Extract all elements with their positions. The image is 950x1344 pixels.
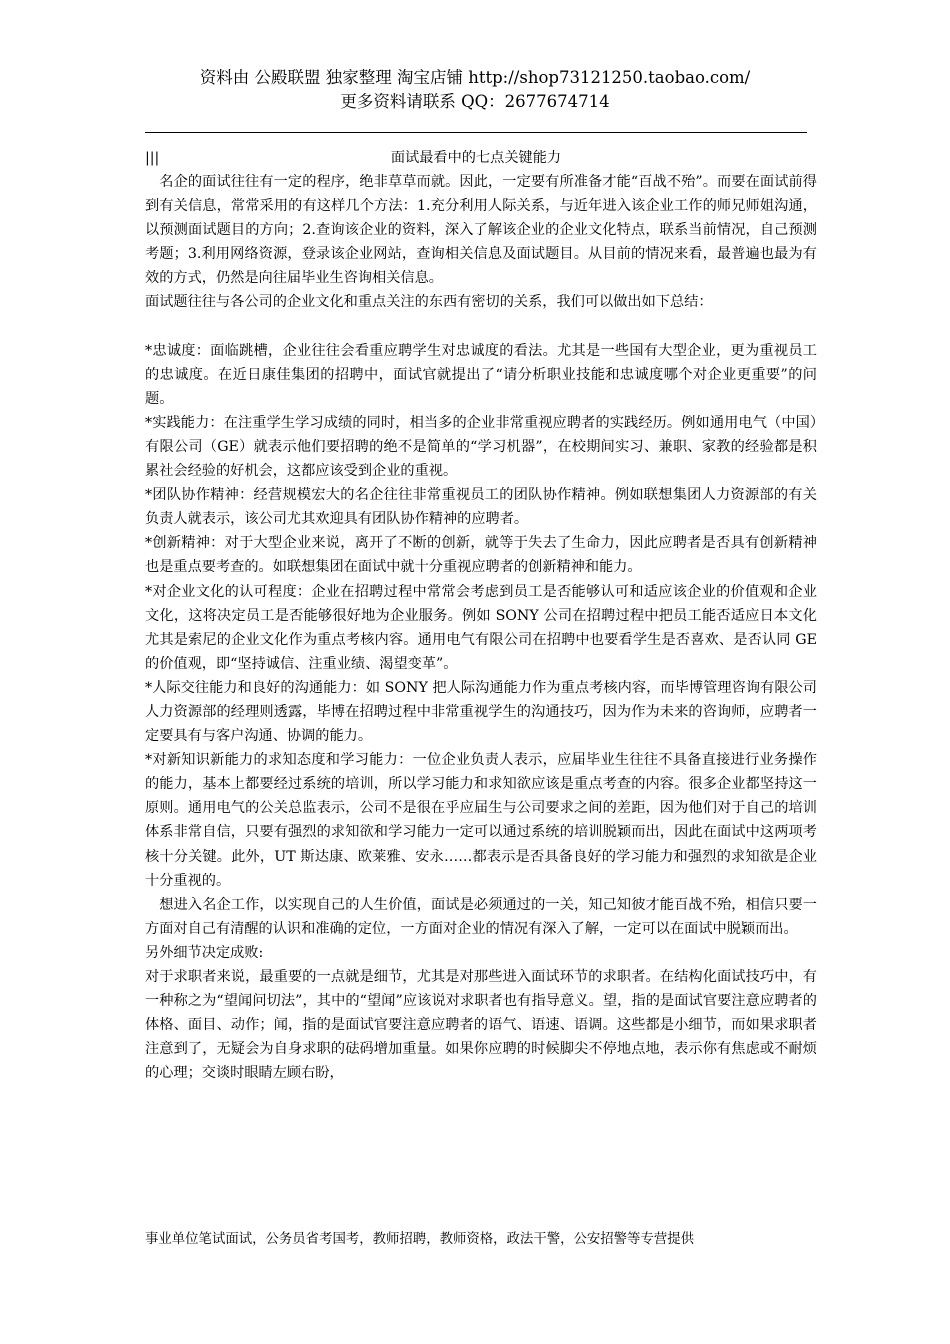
detail-paragraph: 对于求职者来说，最重要的一点就是细节，尤其是对那些进入面试环节的求职者。在结构化面试技巧中，有一种称之为“望闻问切法”，其中的“望闻”应该说对求职者也有指导意义。望，指的是面试官要注意应聘者的体格、面目、动作；闻，指的是面试官要注意应聘者的语气、语速、语调。这些都是小细节，而如果求职者注意到了，无疑会为自身求职的砝码增加重量。如果你应聘的时候脚尖不停地点地，表示你有焦虑或不耐烦的心理；交谈时眼睛左顾右盼，	[145, 969, 817, 1082]
ability-item: *对新知识新能力的求知态度和学习能力：一位企业负责人表示，应届毕业生往往不具备直接进行业务操作的能力，基本上都要经过系统的培训，所以学习能力和求知欲应该是重点考查的内容。很多企业都坚持这一原则。通用电气的公关总监表示，公司不是很在乎应届生与公司要求之间的差距，因为他们对于自己的培训体系非常自信，只要有强烈的求知欲和学习能力一定可以通过系统的培训脱颖而出，因此在面试中这两项考核十分关键。此外，UT 斯达康、欧莱雅、安永……都表示是否具备良好的学习能力和强烈的求知欲是企业十分重视的。	[145, 752, 817, 889]
ability-item: *人际交往能力和良好的沟通能力：如 SONY 把人际沟通能力作为重点考核内容，而毕博管理咨询有限公司人力资源部的经理则透露，毕博在招聘过程中非常重视学生的沟通技巧，因为作为未来的咨询师，应聘者一定要具有与客户沟通、协调的能力。	[145, 679, 817, 745]
document-body	[145, 146, 817, 1085]
summary-paragraph: 面试题往往与各公司的企业文化和重点关注的东西有密切的关系，我们可以做出如下总结：	[145, 294, 713, 311]
ability-item: *创新精神：对于大型企业来说，离开了不断的创新，就等于失去了生命力，因此应聘者是否具有创新精神也是重点要考查的。如联想集团在面试中就十分重视应聘者的创新精神和能力。	[145, 535, 817, 576]
ability-item: *对企业文化的认可程度：企业在招聘过程中常常会考虑到员工是否能够认可和适应该企业的价值观和企业文化，这将决定员工是否能够很好地为企业服务。例如 SONY 公司在招聘过程中把员工能否适应日本文化尤其是索尼的企业文化作为重点考核内容。通用电气有限公司在招聘中也要看学生是否喜欢、是否认同 GE 的价值观，即“坚持诚信、注重业绩、渴望变革”。	[145, 583, 817, 672]
header-source-line: 资料由 公殿联盟 独家整理 淘宝店铺 http://shop73121250.taobao.com/	[199, 68, 751, 87]
section-marker: |||	[145, 150, 160, 166]
page-footer: 事业单位笔试面试，公务员省考国考，教师招聘，教师资格，政法干警，公安招警等专营提供	[145, 1232, 695, 1247]
title-row	[145, 146, 817, 170]
ability-item: *实践能力：在注重学生学习成绩的同时，相当多的企业非常重视应聘者的实践经历。例如通用电气（中国）有限公司（GE）就表示他们要招聘的绝不是简单的“学习机器”，在校期间实习、兼职、家教的经验都是积累社会经验的好机会，这都应该受到企业的重视。	[145, 414, 817, 480]
document-title: 面试最看中的七点关键能力	[390, 150, 562, 166]
header-contact-line: 更多资料请联系 QQ：2677674714	[340, 92, 610, 111]
intro-paragraph: 名企的面试往往有一定的程序，绝非草草而就。因此，一定要有所准备才能“百战不殆”。而要在面试前得到有关信息，常常采用的有这样几个方法：1.充分利用人际关系，与近年进入该企业工作的师兄师姐沟通，以预测面试题目的方向；2.查询该企业的资料，深入了解该企业的企业文化特点，联系当前情况，自己预测考题；3.利用网络资源，登录该企业网站，查询相关信息及面试题目。从目前的情况来看，最普遍也最为有效的方式，仍然是向往届毕业生咨询相关信息。	[145, 174, 817, 287]
detail-heading: 另外细节决定成败:	[145, 944, 264, 961]
conclusion-paragraph: 想进入名企工作，以实现自己的人生价值，面试是必须通过的一关，知己知彼才能百战不殆，相信只要一方面对自己有清醒的认识和准确的定位，一方面对企业的情况有深入了解，一定可以在面试中脱颖而出。	[145, 896, 817, 937]
blank-line	[145, 315, 817, 339]
ability-item: *忠诚度：面临跳槽，企业往往会看重应聘学生对忠诚度的看法。尤其是一些国有大型企业，更为重视员工的忠诚度。在近日康佳集团的招聘中，面试官就提出了“请分析职业技能和忠诚度哪个对企业更重要”的问题。	[145, 342, 817, 407]
ability-item: *团队协作精神：经营规模宏大的名企往往非常重视员工的团队协作精神。例如联想集团人力资源部的有关负责人就表示，该公司尤其欢迎具有团队协作精神的应聘者。	[145, 487, 817, 528]
page-header	[0, 66, 950, 114]
header-divider	[145, 132, 807, 133]
